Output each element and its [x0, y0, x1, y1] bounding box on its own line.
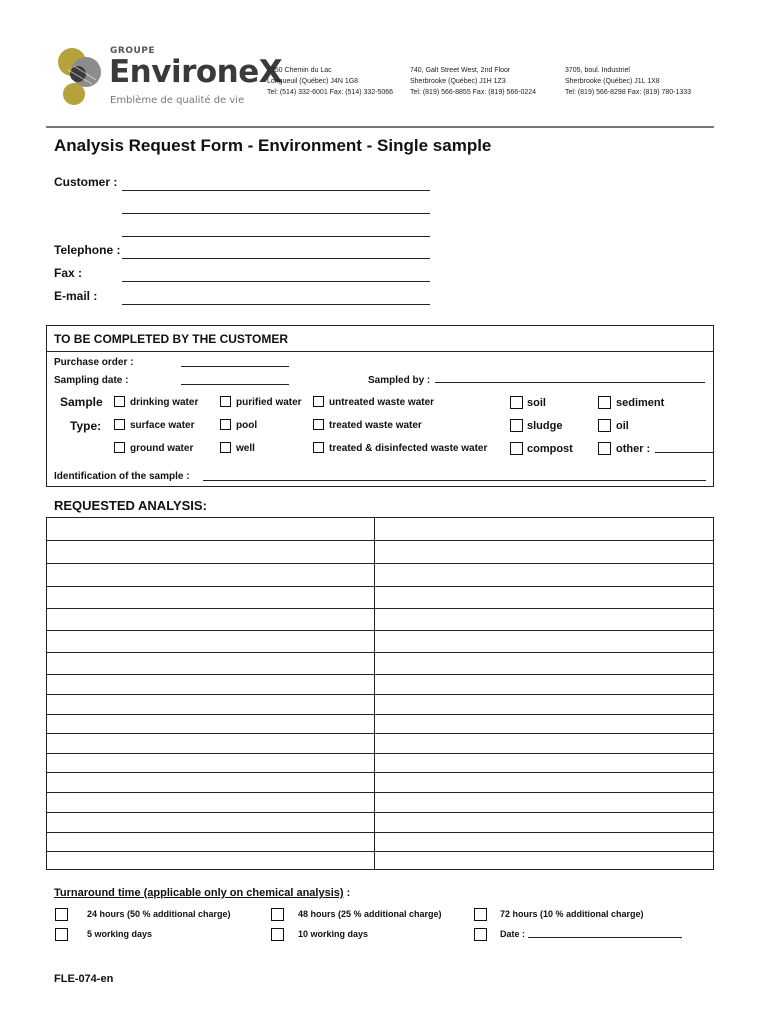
ground-water-label: ground water: [130, 443, 194, 454]
customer-field-line-2[interactable]: [122, 213, 430, 214]
well-label: well: [236, 443, 255, 454]
turnaround-5days-checkbox[interactable]: [55, 928, 68, 941]
table-row[interactable]: [47, 563, 713, 564]
turnaround-48h-label: 48 hours (25 % additional charge): [298, 909, 442, 919]
address-line: 740, Galt Street West, 2nd Floor: [410, 67, 511, 74]
turnaround-title: [54, 887, 350, 899]
purified-water-checkbox[interactable]: [220, 396, 231, 407]
logo-group-text: GROUPE: [110, 46, 156, 56]
form-code: FLE-074-en: [54, 973, 114, 985]
treated-waste-water-checkbox[interactable]: [313, 419, 324, 430]
telephone-field[interactable]: [122, 258, 430, 259]
requested-analysis-title: REQUESTED ANALYSIS:: [54, 498, 207, 513]
treated-disinfected-label: treated & disinfected waste water: [329, 443, 488, 454]
customer-label: Customer :: [54, 175, 118, 189]
table-row[interactable]: [47, 832, 713, 833]
address-block-sherbrooke-galt: [410, 65, 536, 98]
turnaround-5days-label: 5 working days: [87, 929, 153, 939]
turnaround-48h-checkbox[interactable]: [271, 908, 284, 921]
address-line: Longueuil (Québec) J4N 1G8: [267, 78, 359, 85]
turnaround-72h-label: 72 hours (10 % additional charge): [500, 909, 644, 919]
section-title-divider: [46, 351, 714, 352]
table-row[interactable]: [47, 753, 713, 754]
ground-water-checkbox[interactable]: [114, 442, 125, 453]
table-row[interactable]: [47, 772, 713, 773]
pool-label: pool: [236, 420, 258, 431]
address-line: Sherbrooke (Québec) J1H 1Z3: [410, 78, 506, 85]
identification-field[interactable]: [203, 480, 706, 481]
address-line: 2350 Chemin du Lac: [267, 67, 332, 74]
company-logo: [56, 46, 283, 110]
sample-label: Sample: [60, 395, 103, 409]
table-row[interactable]: [47, 694, 713, 695]
address-block-longueuil: [267, 65, 393, 98]
drinking-water-checkbox[interactable]: [114, 396, 125, 407]
treated-waste-water-label: treated waste water: [329, 420, 422, 431]
oil-label: oil: [616, 420, 629, 432]
turnaround-24h-checkbox[interactable]: [55, 908, 68, 921]
header-divider: [46, 126, 714, 128]
treated-disinfected-checkbox[interactable]: [313, 442, 324, 453]
sludge-checkbox[interactable]: [510, 419, 523, 432]
oil-checkbox[interactable]: [598, 419, 611, 432]
turnaround-date-checkbox[interactable]: [474, 928, 487, 941]
turnaround-10days-checkbox[interactable]: [271, 928, 284, 941]
address-line: Tel: (819) 566-8855 Fax: (819) 566-0224: [410, 89, 537, 96]
table-row[interactable]: [47, 812, 713, 813]
address-line: 3705, boul. Industriel: [565, 67, 630, 74]
other-checkbox[interactable]: [598, 442, 611, 455]
sludge-label: sludge: [527, 420, 563, 432]
customer-field-line-1[interactable]: [122, 190, 430, 191]
table-row[interactable]: [47, 714, 713, 715]
customer-field-line-3[interactable]: [122, 236, 430, 237]
sampling-date-label: Sampling date :: [54, 375, 129, 386]
logo-tagline-text: Emblème de qualité de vie: [110, 95, 245, 106]
logo-mark-icon: [56, 46, 106, 108]
surface-water-checkbox[interactable]: [114, 419, 125, 430]
address-block-sherbrooke-industriel: [565, 65, 691, 98]
sampled-by-field[interactable]: [435, 382, 705, 383]
turnaround-date-label: Date :: [500, 929, 526, 939]
address-line: Tel: (819) 566-8298 Fax: (819) 780-1333: [565, 89, 692, 96]
identification-label: Identification of the sample :: [54, 471, 190, 482]
other-label: other :: [616, 443, 651, 455]
turnaround-date-field[interactable]: [528, 937, 682, 938]
table-row[interactable]: [47, 652, 713, 653]
turnaround-title-suffix: :: [343, 887, 351, 899]
sediment-label: sediment: [616, 397, 665, 409]
untreated-waste-water-checkbox[interactable]: [313, 396, 324, 407]
logo-name-text: EnvironeX: [109, 54, 283, 90]
table-row[interactable]: [47, 851, 713, 852]
compost-label: compost: [527, 443, 573, 455]
table-row[interactable]: [47, 792, 713, 793]
fax-label: Fax :: [54, 266, 83, 280]
soil-checkbox[interactable]: [510, 396, 523, 409]
pool-checkbox[interactable]: [220, 419, 231, 430]
requested-analysis-table: [46, 517, 714, 870]
sediment-checkbox[interactable]: [598, 396, 611, 409]
address-line: Sherbrooke (Québec) J1L 1X8: [565, 78, 660, 85]
customer-section-title: TO BE COMPLETED BY THE CUSTOMER: [54, 332, 289, 346]
email-field[interactable]: [122, 304, 430, 305]
telephone-label: Telephone :: [54, 243, 121, 257]
email-label: E-mail :: [54, 289, 98, 303]
untreated-waste-water-label: untreated waste water: [329, 397, 435, 408]
address-line: Tel: (514) 332-6001 Fax: (514) 332-5066: [267, 89, 394, 96]
purchase-order-label: Purchase order :: [54, 357, 134, 368]
turnaround-72h-checkbox[interactable]: [474, 908, 487, 921]
well-checkbox[interactable]: [220, 442, 231, 453]
surface-water-label: surface water: [130, 420, 195, 431]
table-row[interactable]: [47, 630, 713, 631]
purified-water-label: purified water: [236, 397, 302, 408]
compost-checkbox[interactable]: [510, 442, 523, 455]
table-row[interactable]: [47, 733, 713, 734]
table-row[interactable]: [47, 674, 713, 675]
fax-field[interactable]: [122, 281, 430, 282]
turnaround-10days-label: 10 working days: [298, 929, 369, 939]
turnaround-24h-label: 24 hours (50 % additional charge): [87, 909, 231, 919]
table-row[interactable]: [47, 608, 713, 609]
other-field[interactable]: [655, 452, 713, 453]
sampling-date-field[interactable]: [181, 384, 289, 385]
table-row[interactable]: [47, 540, 713, 541]
drinking-water-label: drinking water: [130, 397, 199, 408]
purchase-order-field[interactable]: [181, 366, 289, 367]
type-label: Type:: [70, 419, 102, 433]
turnaround-title-text: Turnaround time (applicable only on chemical analysis): [54, 887, 344, 899]
form-title: Analysis Request Form - Environment - Single sample: [54, 136, 492, 155]
table-row[interactable]: [47, 586, 713, 587]
soil-label: soil: [527, 397, 546, 409]
sampled-by-label: Sampled by :: [368, 375, 431, 386]
